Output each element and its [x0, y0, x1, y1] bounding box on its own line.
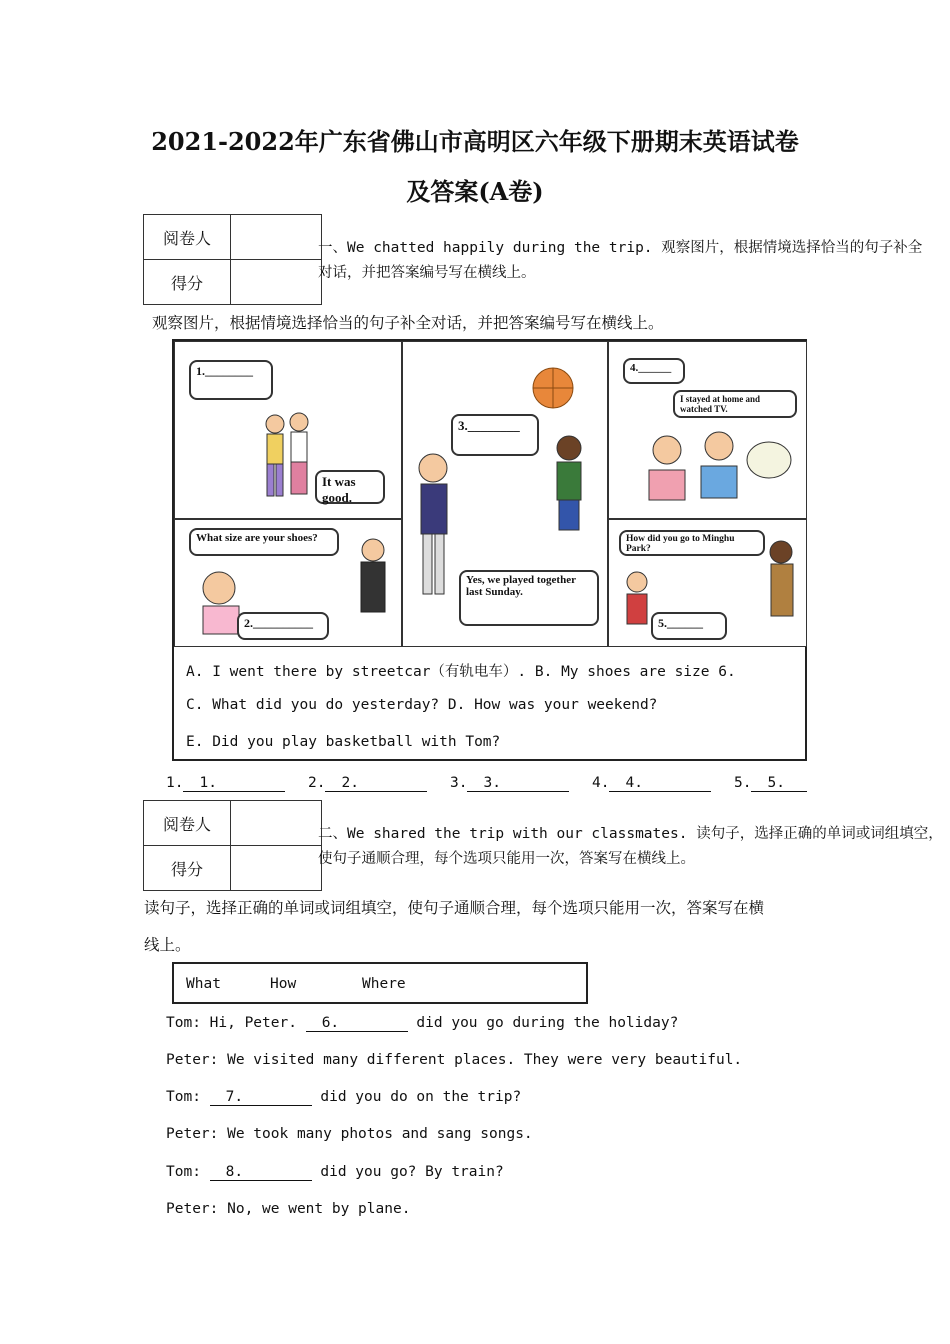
picture-cell-1 [174, 341, 402, 519]
grader-label: 阅卷人 [144, 801, 231, 846]
word-option: Where [362, 976, 406, 992]
section1-heading-line1: 一、We chatted happily during the trip. 观察图片，根据情境选择恰当的句子补全 [318, 240, 923, 256]
answer-blank-4[interactable]: 4. [609, 775, 711, 792]
score-table-1 [143, 214, 322, 305]
dialogue-text: Tom: Hi, Peter. [166, 1015, 306, 1031]
picture-cell-2 [174, 519, 402, 647]
option-line: A. I went there by streetcar（有轨电车）. B. My shoes are size 6. [186, 664, 736, 680]
word-option: What [186, 976, 221, 992]
section2-heading-line2: 使句子通顺合理，每个选项只能用一次，答案写在横线上。 [318, 851, 695, 867]
score-cell[interactable] [231, 846, 322, 891]
bubble-1-reply: It was good. [315, 470, 385, 504]
section1-heading-line2: 对话，并把答案编号写在横线上。 [318, 265, 536, 281]
answer-blank-1[interactable]: 1. [183, 775, 285, 792]
bubble-1: 1.________ [189, 360, 273, 400]
bubble-4-reply: I stayed at home and watched TV. [673, 390, 797, 418]
dialogue-text: Peter: No, we went by plane. [166, 1201, 411, 1217]
answer-blank-3[interactable]: 3. [467, 775, 569, 792]
bubble-3-reply: Yes, we played together last Sunday. [459, 570, 599, 626]
bubble-park-question: How did you go to Minghu Park? [619, 530, 765, 556]
bubble-3: 3.________ [451, 414, 539, 456]
grader-label: 阅卷人 [144, 215, 231, 260]
picture-cell-3 [402, 341, 608, 647]
answer-row [166, 775, 285, 792]
answer-blank-2[interactable]: 2. [325, 775, 427, 792]
answer-number: 2. [308, 775, 326, 791]
dialogue-line [166, 1201, 410, 1217]
dialogue-line [166, 1052, 742, 1068]
answer-blank-7[interactable]: 7. [210, 1089, 312, 1106]
score-label: 得分 [144, 260, 231, 305]
option-line: E. Did you play basketball with Tom? [186, 734, 501, 750]
dialogue-text: Tom: [166, 1164, 210, 1180]
answer-row [734, 775, 807, 792]
dialogue-text: Peter: We took many photos and sang songs. [166, 1126, 533, 1142]
dialogue-text: did you do on the trip? [311, 1089, 522, 1105]
section2-instruction-line2: 线上。 [144, 936, 191, 954]
section1-instruction: 观察图片，根据情境选择恰当的句子补全对话，并把答案编号写在横线上。 [152, 314, 664, 332]
option-line: C. What did you do yesterday? D. How was your weekend? [186, 697, 658, 713]
dialogue-text: did you go? By train? [311, 1164, 504, 1180]
answer-number: 1. [166, 775, 184, 791]
doc-title-line1: 2021-2022年广东省佛山市高明区六年级下册期末英语试卷 [151, 127, 799, 156]
score-cell[interactable] [231, 260, 322, 305]
answer-blank-5[interactable]: 5. [751, 775, 807, 792]
dialogue-text: Tom: [166, 1089, 210, 1105]
doc-title-line2: 及答案(A卷) [406, 177, 544, 206]
answer-blank-8[interactable]: 8. [210, 1164, 312, 1181]
answer-row [450, 775, 569, 792]
dialogue-line [166, 1089, 521, 1106]
picture-cell-4 [608, 341, 807, 519]
children-watching-tv-illustration [609, 342, 807, 519]
answer-blank-6[interactable]: 6. [306, 1015, 408, 1032]
dialogue-line [166, 1164, 504, 1181]
dialogue-line [166, 1126, 533, 1142]
grader-cell[interactable] [231, 215, 322, 260]
word-option: How [270, 976, 297, 992]
answer-number: 3. [450, 775, 468, 791]
dialogue-text: Peter: We visited many different places. They were very beautiful. [166, 1052, 743, 1068]
bubble-size-question: What size are your shoes? [189, 528, 339, 556]
section2-instruction-line1: 读句子，选择正确的单词或词组填空，使句子通顺合理，每个选项只能用一次，答案写在横 [144, 899, 765, 917]
section2-heading-line1: 二、We shared the trip with our classmates. 读句子，选择正确的单词或词组填空， [318, 826, 943, 842]
score-label: 得分 [144, 846, 231, 891]
score-table-2 [143, 800, 322, 891]
answer-row [308, 775, 427, 792]
grader-cell[interactable] [231, 801, 322, 846]
answer-number: 5. [734, 775, 752, 791]
picture-cell-5 [608, 519, 807, 647]
answer-row [592, 775, 711, 792]
dialogue-line [166, 1015, 678, 1032]
bubble-5: 5.______ [651, 612, 727, 640]
answer-number: 4. [592, 775, 610, 791]
bubble-2: 2.__________ [237, 612, 329, 640]
word-bank [172, 962, 588, 1004]
bubble-4: 4.______ [623, 358, 685, 384]
dialogue-text: did you go during the holiday? [407, 1015, 679, 1031]
